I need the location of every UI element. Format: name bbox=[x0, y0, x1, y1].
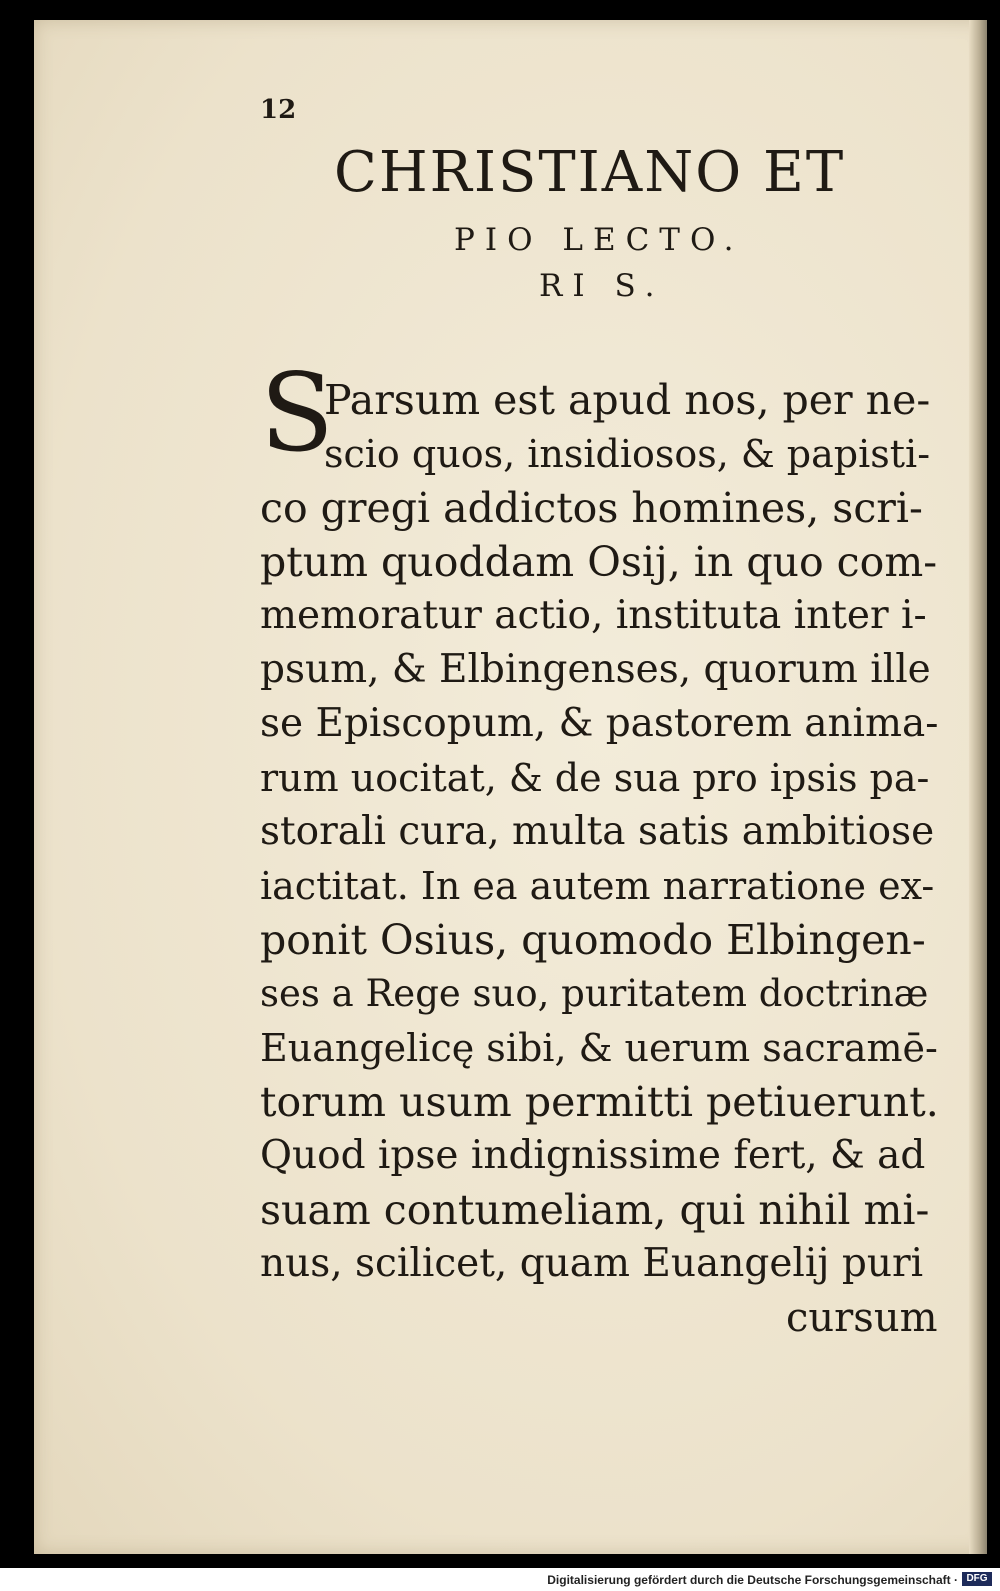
footer-credit: Digitalisierung gefördert durch die Deutsche Forschungsgemeinschaft · bbox=[547, 1573, 958, 1587]
body-line: ses a Rege suo, puritatem doctrinæ bbox=[260, 972, 929, 1015]
drop-cap: S bbox=[260, 351, 334, 476]
dfg-logo: DFG bbox=[962, 1572, 992, 1586]
body-line: torum usum permitti petiuerunt. bbox=[260, 1078, 939, 1126]
body-line: Quod ipse indignissime fert, & ad bbox=[260, 1133, 926, 1178]
catchword: cursum bbox=[786, 1295, 938, 1341]
body-line: iactitat. In ea autem narratione ex- bbox=[260, 864, 935, 908]
body-line: rum uocitat, & de sua pro ipsis pa- bbox=[260, 756, 930, 800]
body-line: memoratur actio, instituta inter i- bbox=[260, 593, 927, 638]
body-line: Parsum est apud nos, per ne- bbox=[324, 376, 931, 424]
body-line: psum, & Elbingenses, quorum ille bbox=[260, 647, 931, 692]
title-line-2: PIO LECTO. bbox=[454, 222, 744, 258]
title-line-3: RI S. bbox=[539, 268, 665, 304]
body-line: Euangelicę sibi, & uerum sacramē- bbox=[260, 1026, 938, 1070]
page-gutter bbox=[969, 20, 987, 1554]
page-number: 12 bbox=[260, 95, 297, 125]
body-line: scio quos, insidiosos, & papisti- bbox=[324, 432, 931, 476]
digitization-footer bbox=[0, 1568, 1000, 1591]
body-line: ponit Osius, quomodo Elbingen- bbox=[260, 916, 926, 964]
body-line: se Episcopum, & pastorem anima- bbox=[260, 701, 939, 746]
body-line: co gregi addictos homines, scri- bbox=[260, 484, 923, 532]
body-line: ptum quoddam Osij, in quo com- bbox=[260, 538, 938, 586]
body-line: storali cura, multa satis ambitiose bbox=[260, 809, 935, 854]
book-page bbox=[34, 20, 987, 1554]
body-line: suam contumeliam, qui nihil mi- bbox=[260, 1186, 930, 1234]
body-line: nus, scilicet, quam Euangelij puri bbox=[260, 1241, 924, 1286]
title-line-1: CHRISTIANO ET bbox=[334, 140, 846, 205]
